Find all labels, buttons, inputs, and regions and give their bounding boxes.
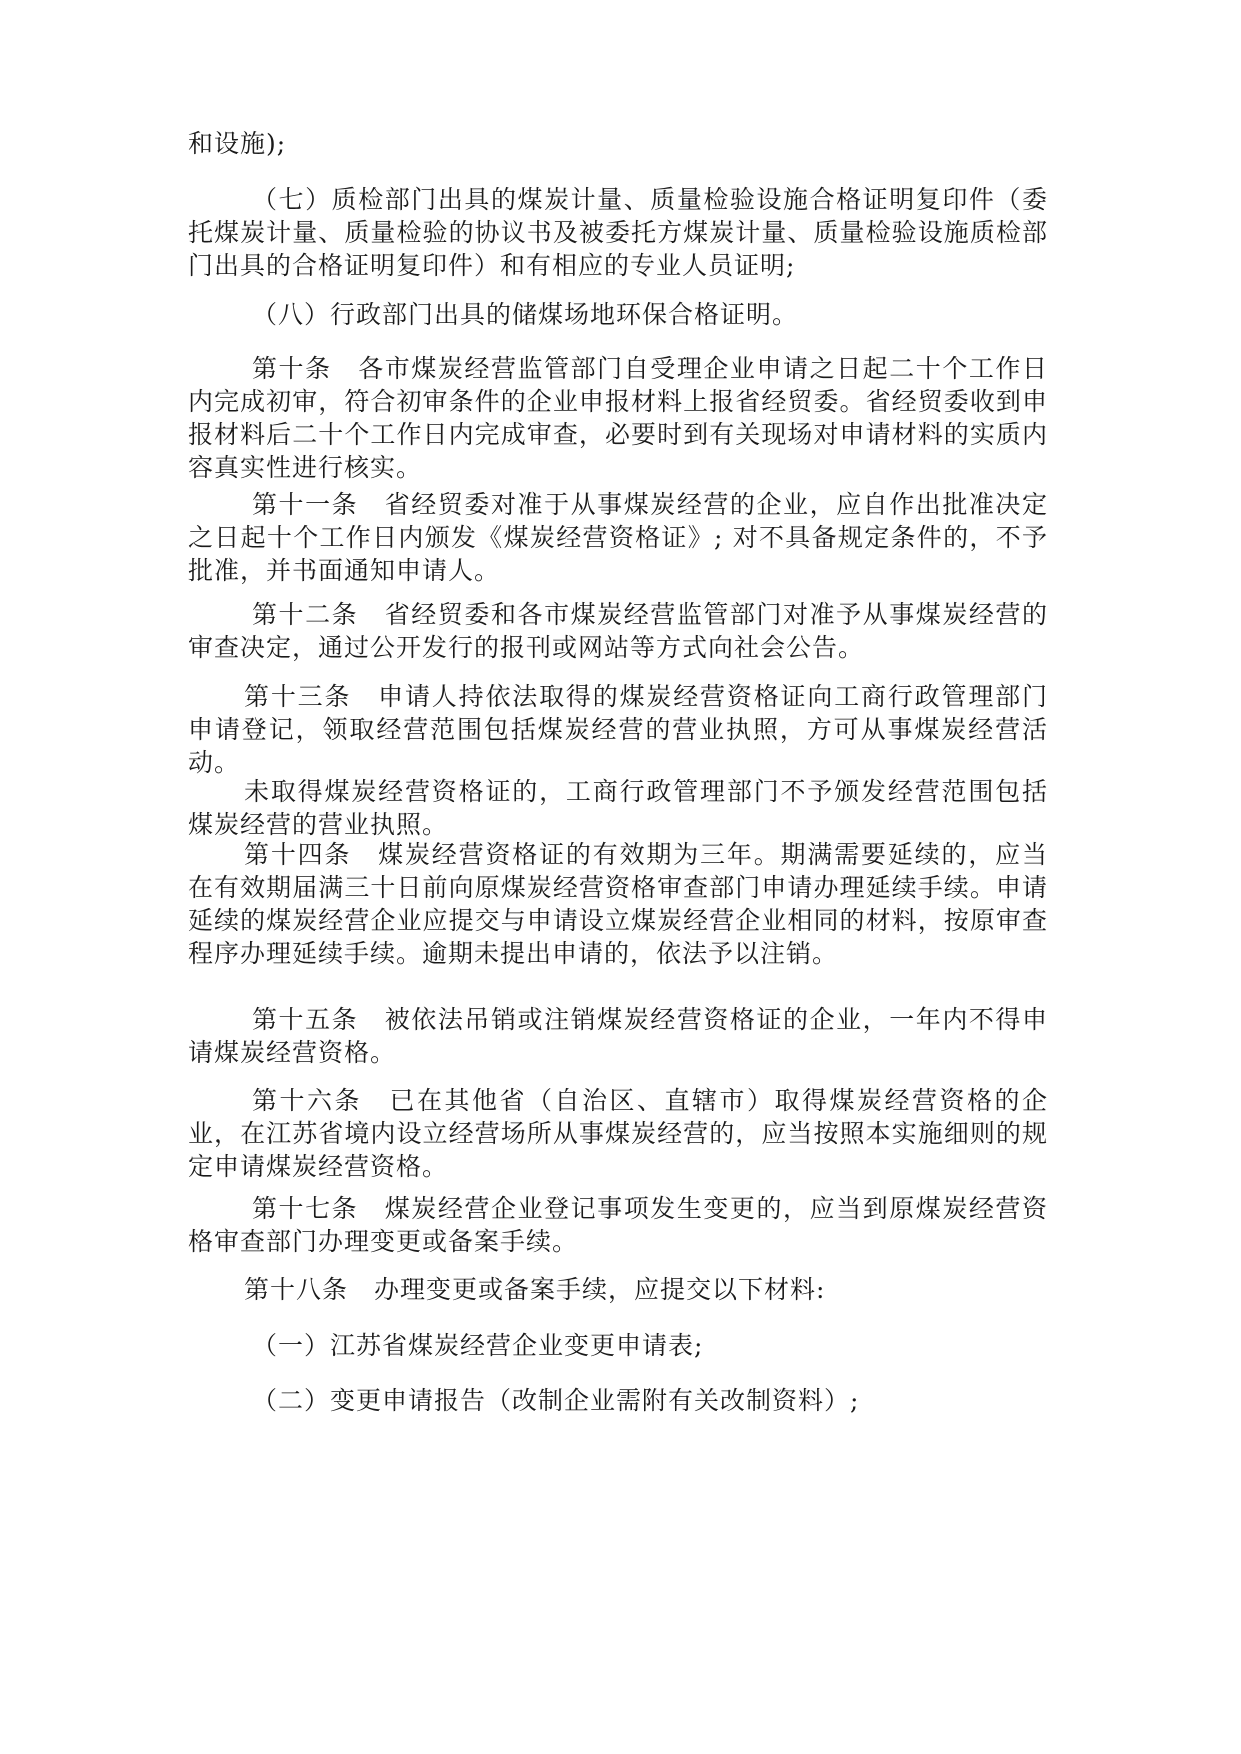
paragraph-article-14: 第十四条 煤炭经营资格证的有效期为三年。期满需要延续的，应当在有效期届满三十日前向原煤炭经营资格审查部门申请办理延续手续。申请延续的煤炭经营企业应提交与申请设立煤炭经营企业相同的材料，按原审查程序办理延续手续。逾期未提出申请的，依法予以注销。 [188, 840, 1048, 968]
paragraph-article-13: 第十三条 申请人持依法取得的煤炭经营资格证向工商行政管理部门申请登记，领取经营范围包括煤炭经营的营业执照，方可从事煤炭经营活动。 [188, 682, 1048, 777]
paragraph-item-7: （七）质检部门出具的煤炭计量、质量检验设施合格证明复印件（委托煤炭计量、质量检验的协议书及被委托方煤炭计量、质量检验设施质检部门出具的合格证明复印件）和有相应的专业人员证明; [188, 185, 1048, 280]
paragraph-item-8: （八）行政部门出具的储煤场地环保合格证明。 [252, 300, 799, 329]
paragraph-article-13-cont: 未取得煤炭经营资格证的，工商行政管理部门不予颁发经营范围包括煤炭经营的营业执照。 [188, 777, 1048, 839]
paragraph-item-2: （二）变更申请报告（改制企业需附有关改制资料）; [252, 1386, 860, 1415]
paragraph-item-1: （一）江苏省煤炭经营企业变更申请表; [252, 1331, 704, 1360]
paragraph-article-11: 第十一条 省经贸委对准于从事煤炭经营的企业，应自作出批准决定之日起十个工作日内颁发《煤炭经营资格证》; 对不具备规定条件的，不予批准，并书面通知申请人。 [188, 490, 1048, 585]
paragraph-article-17: 第十七条 煤炭经营企业登记事项发生变更的，应当到原煤炭经营资格审查部门办理变更或备案手续。 [188, 1194, 1048, 1256]
paragraph-article-15: 第十五条 被依法吊销或注销煤炭经营资格证的企业，一年内不得申请煤炭经营资格。 [188, 1005, 1048, 1067]
paragraph-article-18: 第十八条 办理变更或备案手续，应提交以下材料: [244, 1275, 826, 1304]
paragraph-article-10: 第十条 各市煤炭经营监管部门自受理企业申请之日起二十个工作日内完成初审，符合初审条件的企业申报材料上报省经贸委。省经贸委收到申报材料后二十个工作日内完成审查，必要时到有关现场对申请材料的实质内容真实性进行核实。 [188, 354, 1048, 482]
paragraph-continuation: 和设施); [188, 129, 287, 158]
paragraph-article-16: 第十六条 已在其他省（自治区、直辖市）取得煤炭经营资格的企业，在江苏省境内设立经营场所从事煤炭经营的，应当按照本实施细则的规定申请煤炭经营资格。 [188, 1086, 1048, 1181]
paragraph-article-12: 第十二条 省经贸委和各市煤炭经营监管部门对准予从事煤炭经营的审查决定，通过公开发行的报刊或网站等方式向社会公告。 [188, 600, 1048, 662]
